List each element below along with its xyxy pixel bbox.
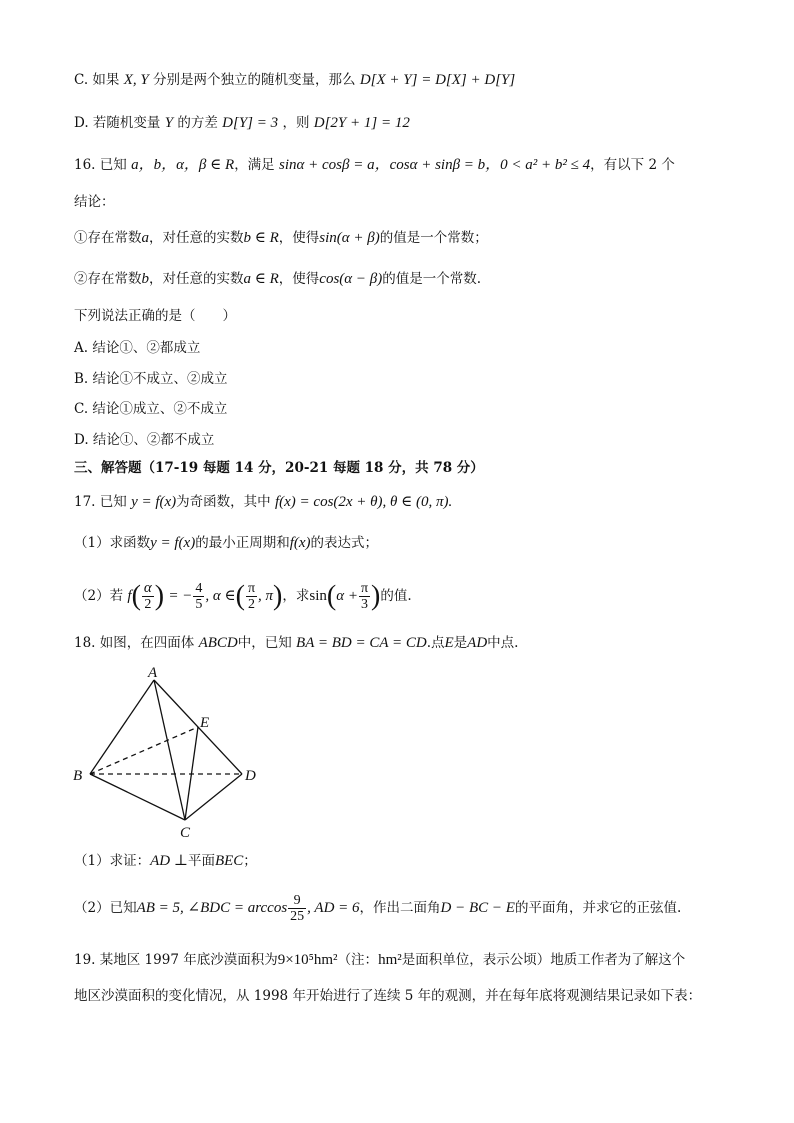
q18-frac-9-25: $\frac{9}{25}$ xyxy=(290,893,305,924)
q16-c1-formula: sin(α + β) xyxy=(319,230,380,246)
label-c: C xyxy=(180,825,191,840)
q16-c1-d: 的值是一个常数； xyxy=(379,230,488,246)
q16-c1-c: ，使得 xyxy=(278,230,320,246)
q16-option-b xyxy=(74,369,228,389)
q19-l2: 地区沙漠面积的变化情况，从 1998 年开始进行了连续 5 年的观测，并在每年底将观测结果记录如下表： xyxy=(74,988,702,1004)
q17-part1 xyxy=(74,533,378,553)
option-c-text: 分别是两个独立的随机变量，那么 xyxy=(153,72,356,88)
q18-text2: .点 xyxy=(426,635,445,651)
label-b: B xyxy=(73,768,83,784)
q18-p1-bec: BEC xyxy=(214,853,244,869)
q16-option-b-text: B. 结论①不成立、②成立 xyxy=(74,371,228,387)
q16-cond3: ，0 < a² + b² ≤ 4 xyxy=(485,157,591,173)
option-d-formula2: D[2Y + 1] = 12 xyxy=(313,115,410,131)
q17-p2-eq: = − xyxy=(168,588,193,604)
edge-bc xyxy=(90,774,185,820)
option-d-label: D. 若随机变量 xyxy=(74,115,161,131)
q16-option-a-text: A. 结论①、②都成立 xyxy=(74,340,201,356)
q18-p2-c: 的平面角，并求它的正弦值. xyxy=(514,900,682,916)
q18-p2-formula2: , AD = 6 xyxy=(307,900,360,916)
q17-frac-pi-3: $\frac{\pi}{3}$ xyxy=(360,581,369,612)
option-c-label: C. 如果 xyxy=(74,72,120,88)
option-d-formula1: D[Y] = 3 xyxy=(222,115,279,131)
edge-ac xyxy=(154,680,185,820)
q18-name: ABCD xyxy=(198,635,238,651)
option-d-text2: ，则 xyxy=(282,115,310,131)
q19-l1-formula: 9×10⁵hm² xyxy=(277,952,338,968)
q18-text: 中，已知 xyxy=(237,635,292,651)
q18-p1-b: 平面 xyxy=(187,853,215,869)
q16-option-c xyxy=(74,399,227,419)
q18-p2-formula3: D − BC − E xyxy=(440,900,515,916)
q17-p2-alpha: α + xyxy=(336,588,358,604)
q17-number: 17. 已知 xyxy=(74,494,127,510)
q19-line2 xyxy=(74,986,701,1006)
q17-p2-b: ，求 xyxy=(282,588,310,604)
section-heading-text: 三、解答题（17-19 每题 14 分，20-21 每题 18 分，共 78 分） xyxy=(74,460,484,476)
q16-option-c-text: C. 结论①成立、②不成立 xyxy=(74,401,228,417)
option-c xyxy=(74,70,515,90)
q18-eq: BA = BD = CA = CD xyxy=(296,635,427,651)
q16-c2-cond: a ∈ R xyxy=(243,271,279,287)
q18-ad: AD xyxy=(467,635,488,651)
edge-cd xyxy=(185,774,242,820)
q16-option-d-text: D. 结论①、②都不成立 xyxy=(74,432,215,448)
q17-p1-a: （1）求函数 xyxy=(74,535,151,551)
edge-ab xyxy=(90,680,154,774)
q16-c1-a: ①存在常数 xyxy=(74,230,142,246)
q17-p2-f: f xyxy=(127,588,132,604)
q18-part2 xyxy=(74,886,681,930)
option-d-text: 的方差 xyxy=(177,115,218,131)
q16-c2-d: 的值是一个常数. xyxy=(382,271,482,287)
q16-tail: ，有以下 2 个 xyxy=(590,157,675,173)
q19-l1-c: 是面积单位，表示公顷）地质工作者为了解这个 xyxy=(401,952,686,968)
q16-c2-var: b xyxy=(141,271,149,287)
q16-conclusion-2 xyxy=(74,269,481,289)
q18-p2-formula1: AB = 5, ∠BDC = arccos xyxy=(136,900,288,916)
q17-frac-pi-2: $\frac{\pi}{2}$ xyxy=(247,581,256,612)
q19-l1-a: 19. 某地区 1997 年底沙漠面积为 xyxy=(74,952,278,968)
q18-p1-a: （1）求证： xyxy=(74,853,151,869)
q18-number: 18. 如图，在四面体 xyxy=(74,635,195,651)
q16-option-d xyxy=(74,430,214,450)
q17-frac-alpha-2: $\frac{\alpha}{2}$ xyxy=(143,580,152,612)
option-c-vars: X, Y xyxy=(123,72,149,88)
q18-p1-c: ； xyxy=(243,853,257,869)
q17-p2-in: , α ∈ xyxy=(205,588,236,604)
q19-l1-unit: hm² xyxy=(378,952,402,968)
q17-part2: （2）若 f( $\frac{\alpha}{2}$ ) = − $\frac{4}{5}$ , α ∈( $\frac{\pi}{2}$ , π)，求sin(α + $\frac{\pi}{3}$ )的值. xyxy=(74,580,412,612)
q17-formula2: f(x) = cos(2x + θ), θ ∈ (0, π). xyxy=(274,494,453,510)
q18-tail: 中点. xyxy=(487,635,519,651)
q16-number: 16. 已知 xyxy=(74,157,127,173)
q16-stem-2 xyxy=(74,192,115,212)
q18-part1 xyxy=(74,851,257,871)
q17-p2-a: （2）若 xyxy=(74,588,124,604)
option-d-var: Y xyxy=(164,115,174,131)
q16-vars: a，b，α，β ∈ R xyxy=(131,157,235,173)
option-c-formula: D[X + Y] = D[X] + D[Y] xyxy=(359,72,516,88)
q16-c2-b: ，对任意的实数 xyxy=(149,271,244,287)
q18-stem xyxy=(74,633,518,653)
q16-c1-b: ，对任意的实数 xyxy=(149,230,244,246)
q18-p1-formula: AD ⊥ xyxy=(150,853,188,869)
q17-stem xyxy=(74,492,452,512)
q18-p2-b: ，作出二面角 xyxy=(359,900,441,916)
q17-formula1: y = f(x) xyxy=(131,494,177,510)
q18-e: E xyxy=(444,635,454,651)
tetrahedron-figure xyxy=(70,662,270,840)
q16-c1-var: a xyxy=(141,230,149,246)
q17-text: 为奇函数，其中 xyxy=(176,494,271,510)
q19-line1 xyxy=(74,950,685,970)
option-d xyxy=(74,113,410,133)
q16-cond1: sinα + cosβ = a xyxy=(278,157,375,173)
label-a: A xyxy=(148,665,158,681)
q17-p1-formula: y = f(x) xyxy=(150,535,196,551)
q16-c2-a: ②存在常数 xyxy=(74,271,142,287)
q17-p1-b: 的最小正周期和 xyxy=(195,535,290,551)
q17-p2-pi: , π xyxy=(258,588,274,604)
q16-c2-formula: cos(α − β) xyxy=(319,271,383,287)
q16-tail2: 结论： xyxy=(74,194,115,210)
q16-conclusion-1 xyxy=(74,228,488,248)
q17-p2-c: 的值. xyxy=(380,588,412,604)
q16-c2-c: ，使得 xyxy=(278,271,320,287)
q18-p2-a: （2）已知 xyxy=(74,900,137,916)
q16-stem xyxy=(74,155,675,175)
label-e: E xyxy=(200,715,210,731)
q19-l1-b: （注： xyxy=(337,952,379,968)
q16-cond2: ，cosα + sinβ = b xyxy=(374,157,486,173)
q17-p2-sin: sin xyxy=(309,588,327,604)
q17-p1-formula2: f(x) xyxy=(289,535,311,551)
q16-ask-text: 下列说法正确的是（ ） xyxy=(74,308,236,324)
q18-text3: 是 xyxy=(453,635,468,651)
q16-c1-cond: b ∈ R xyxy=(243,230,279,246)
q16-option-a xyxy=(74,338,200,358)
label-d: D xyxy=(245,768,256,784)
q17-p1-c: 的表达式； xyxy=(310,535,379,551)
q17-frac-4-5: $\frac{4}{5}$ xyxy=(195,581,203,612)
q16-cond-label: ，满足 xyxy=(234,157,275,173)
q16-ask xyxy=(74,306,236,326)
section-heading xyxy=(74,458,484,478)
